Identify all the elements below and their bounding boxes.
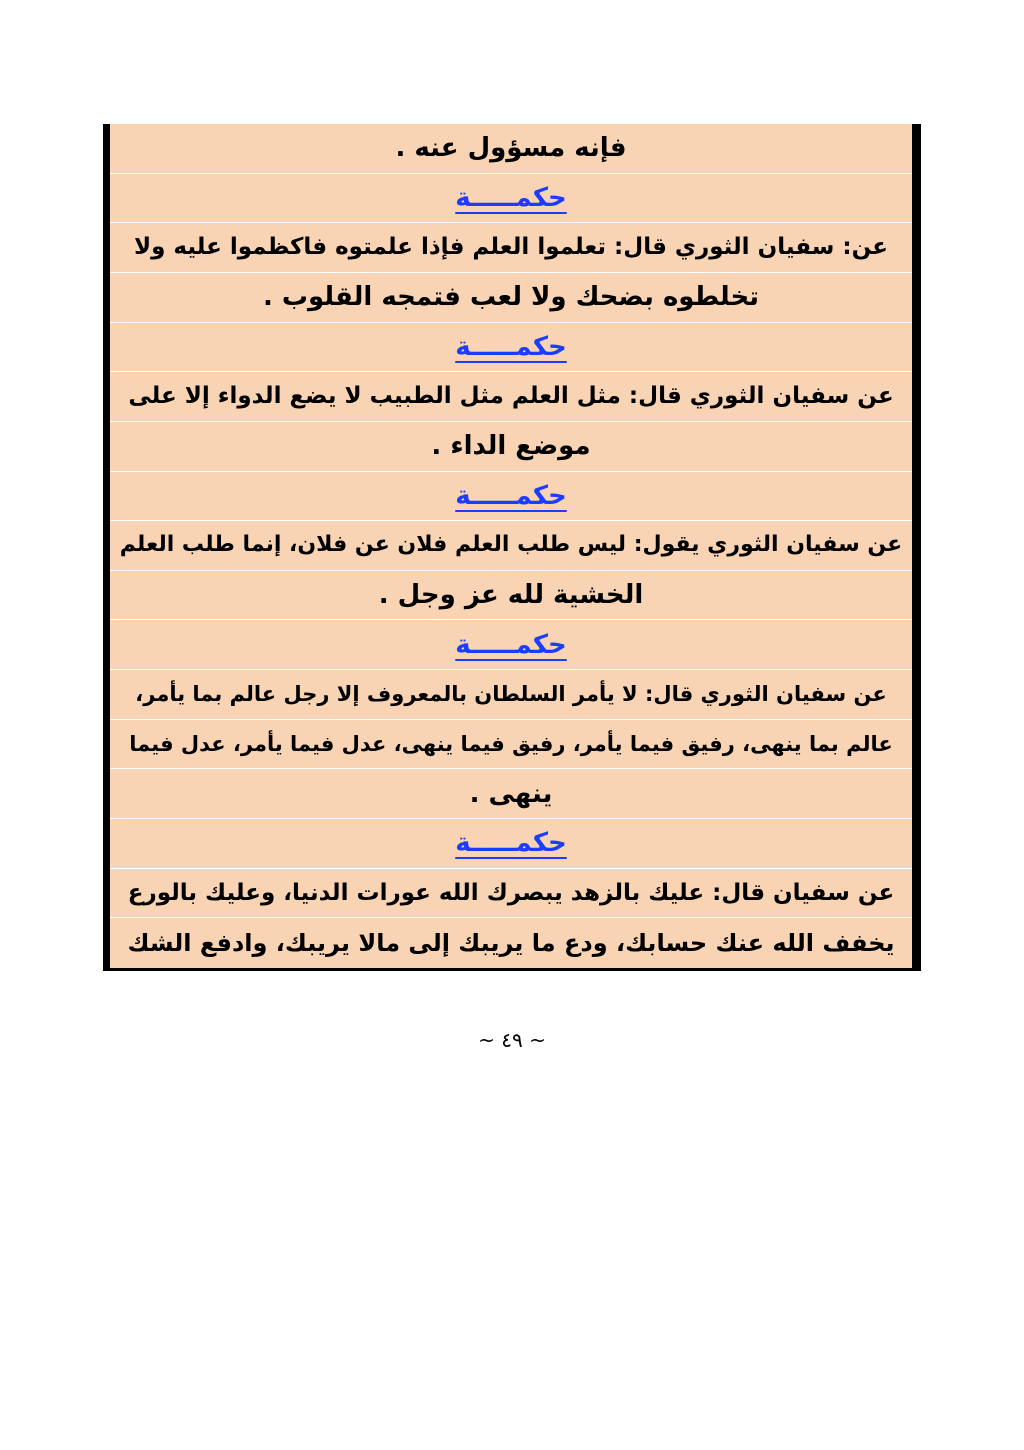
section-heading-link[interactable]: حكمـــــة <box>455 480 567 511</box>
line-text: تخلطوه بضحك ولا لعب فتمجه القلوب . <box>262 282 760 313</box>
line-text: عن سفيان قال: عليك بالزهد يبصرك الله عورات الدنيا، وعليك بالورع <box>127 879 895 906</box>
text-line <box>110 918 912 968</box>
section-heading-row <box>110 323 912 373</box>
text-line <box>110 124 912 174</box>
section-heading-row <box>110 620 912 670</box>
text-line <box>110 223 912 273</box>
text-frame <box>103 124 921 971</box>
line-text: عن سفيان الثوري يقول: ليس طلب العلم فلان عن فلان، إنما طلب العلم <box>119 532 903 558</box>
section-heading-link[interactable]: حكمـــــة <box>455 828 567 859</box>
text-line <box>110 769 912 819</box>
text-line <box>110 273 912 323</box>
page-number: ~ ٤٩ ~ <box>478 1028 546 1052</box>
line-text: فإنه مسؤول عنه . <box>395 133 627 164</box>
section-heading-link[interactable]: حكمـــــة <box>455 629 567 660</box>
section-heading-link[interactable]: حكمـــــة <box>455 182 567 213</box>
text-line <box>110 869 912 919</box>
line-text: يخفف الله عنك حسابك، ودع ما يريبك إلى مالا يريبك، وادفع الشك <box>127 929 895 958</box>
text-line <box>110 372 912 422</box>
line-text: عن سفيان الثوري قال: لا يأمر السلطان بالمعروف إلا رجل عالم بما يأمر، <box>135 681 887 706</box>
section-heading-link[interactable]: حكمـــــة <box>455 331 567 362</box>
line-text: عالم بما ينهى، رفيق فيما يأمر، رفيق فيما ينهى، عدل فيما يأمر، عدل فيما <box>129 731 893 756</box>
text-line <box>110 422 912 472</box>
text-line <box>110 670 912 720</box>
text-line <box>110 571 912 621</box>
text-line <box>110 521 912 571</box>
section-heading-row <box>110 472 912 522</box>
line-text: موضع الداء . <box>431 431 591 462</box>
line-text: عن سفيان الثوري قال: مثل العلم مثل الطبيب لا يضع الدواء إلا على <box>128 383 894 410</box>
section-heading-row <box>110 819 912 869</box>
text-line <box>110 720 912 770</box>
line-text: ينهى . <box>469 778 553 809</box>
section-heading-row <box>110 174 912 224</box>
line-text: الخشية لله عز وجل . <box>378 580 644 611</box>
line-text: عن: سفيان الثوري قال: تعلموا العلم فإذا علمتوه فاكظموا عليه ولا <box>134 234 889 261</box>
